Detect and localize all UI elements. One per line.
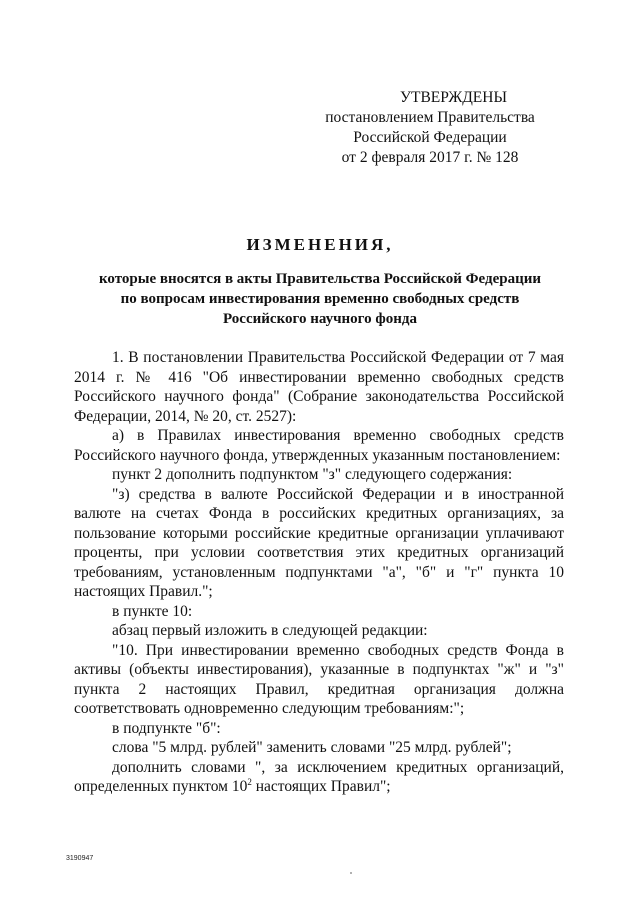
paragraph-2: а) в Правилах инвестирования временно свободных средств Российского научного фонда, утвержденных указанным постановлением: [74, 427, 564, 464]
approval-block [300, 88, 560, 168]
paragraph-9: слова "5 млрд. рублей" заменить словами "25 млрд. рублей"; [112, 739, 512, 756]
paragraph-4: "з) средства в валюте Российской Федерации и в иностранной валюте на счетах Фонда в российских кредитных организациях, за пользование которыми российские кредитные организации уплачивают проценты, при условии соответствия этих кредитных организаций требованиям, установленным подпунктами "а", "б" и "г" пункта 10 настоящих Правил."; [74, 485, 564, 600]
paragraph-10-superscript: 2 [247, 776, 252, 787]
heading-line-1: которые вносятся в акты Правительства Российской Федерации [98, 271, 542, 287]
page-dot [350, 872, 352, 874]
approval-line-3: от 2 февраля 2017 г. № 128 [341, 149, 519, 166]
approval-title: УТВЕРЖДЕНЫ [400, 89, 507, 106]
document-code: 3190947 [66, 855, 94, 862]
paragraph-1: 1. В постановлении Правительства Российской Федерации от 7 мая 2014 г. № 416 "Об инвестировании временно свободных средств Российского научного фонда" (Собрание законодательства Российской Федерации, 2014, № 20, ст. 2527): [74, 349, 564, 425]
heading-main: ИЗМЕНЕНИЯ, [246, 235, 394, 254]
paragraph-7: "10. При инвестировании временно свободных средств Фонда в активы (объекты инвестирования), указанные в подпунктах "ж" и "з" пункта 2 настоящих Правил, кредитная организация должна соответствовать одновременно следующим требованиям:"; [74, 641, 564, 717]
approval-line-2: Российской Федерации [353, 129, 507, 146]
paragraph-10 [74, 758, 564, 797]
paragraph-6: абзац первый изложить в следующей редакции: [112, 622, 428, 639]
paragraph-8: в подпункте "б": [112, 719, 221, 737]
heading-line-2: по вопросам инвестирования временно свободных средств [120, 291, 520, 307]
paragraph-10-tail: настоящих Правил"; [251, 778, 391, 795]
paragraph-3: пункт 2 дополнить подпунктом "з" следующего содержания: [112, 466, 513, 483]
paragraph-5: в пункте 10: [112, 602, 193, 620]
document-body [74, 348, 564, 797]
heading-line-3: Российского научного фонда [223, 311, 417, 327]
document-heading [60, 235, 580, 329]
approval-line-1: постановлением Правительства [325, 109, 535, 126]
paragraph-10-text: дополнить словами ", за исключением кредитных организаций, определенных пунктом 10 [74, 758, 564, 795]
